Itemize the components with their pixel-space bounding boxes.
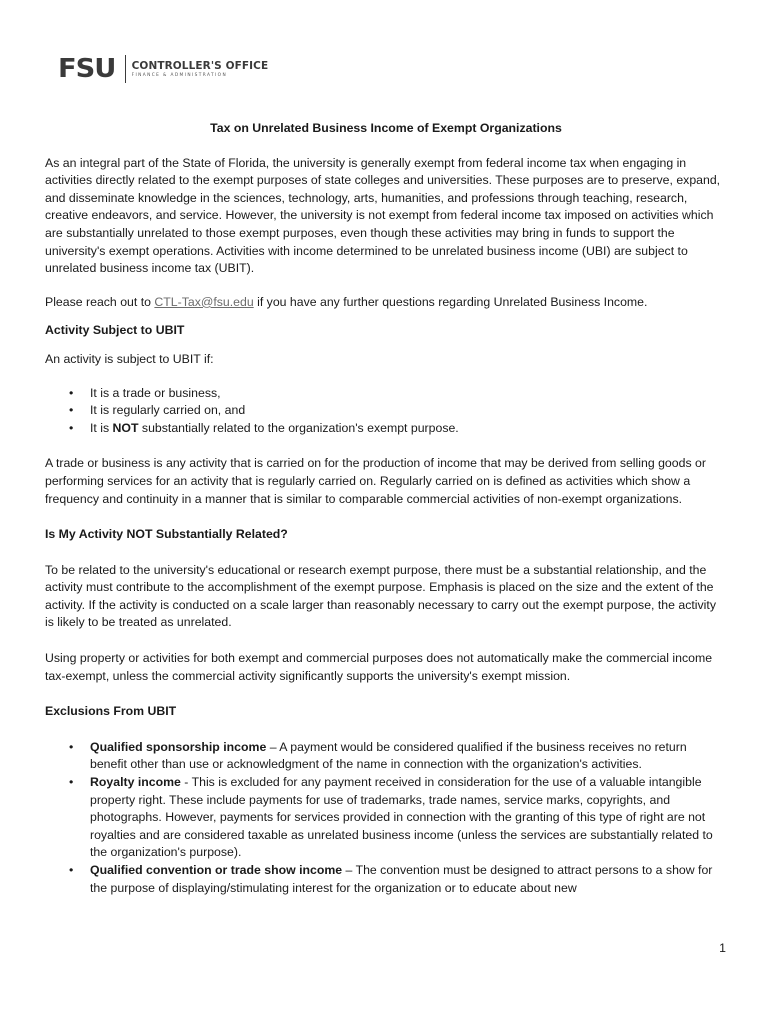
section-heading-substantially-related: Is My Activity NOT Substantially Related?	[45, 527, 288, 542]
intro-paragraph: As an integral part of the State of Florida, the university is generally exempt from federal income tax when engaging in activities directly related to the exempt purposes of state colleges and universities. These purposes are to preserve, expand, and disseminate knowledge in the sciences, technology, arts, humanities, and professions through teaching, research, creative endeavors, and service. However, the university is not exempt from federal income tax imposed on activities which are substantially unrelated to those exempt purposes, even though these activities may bring in funds to support the university's exempt operations. Activities with income determined to be unrelated business income (UBI) are subject to unrelated business income tax (UBIT).	[45, 155, 721, 276]
list-item	[45, 862, 727, 897]
fsu-logo	[58, 53, 268, 85]
list-item: • It is a trade or business,	[45, 385, 727, 403]
section-heading-activity-subject: Activity Subject to UBIT	[45, 323, 185, 338]
emphasis-not: NOT	[112, 420, 139, 435]
list-item-prefix: It is	[90, 420, 113, 435]
related-paragraph-2: Using property or activities for both exempt and commercial purposes does not automatically make the commercial income tax-exempt, unless the commercial activity significantly supports the university's exempt mission.	[45, 651, 713, 683]
related-paragraph-1: To be related to the university's educational or research exempt purpose, there must be a substantial relationship, and the activity must contribute to the accomplishment of the exempt purpose. Emphasis is placed on the size and the extent of the activity. If the activity is conducted on a scale larger than reasonably necessary to carry out the exempt purpose, the activity is likely to be treated as unrelated.	[45, 562, 716, 630]
document-body	[45, 120, 727, 897]
exclusion-text: – A payment would be considered qualified if the business receives no return benefit other than use or acknowledgment of the name in connection with the organization's activities.	[90, 739, 687, 772]
exclusion-term: Royalty income	[90, 775, 181, 790]
list-item	[45, 420, 727, 438]
exclusion-text: - This is excluded for any payment received in consideration for the use of a valuable intangible property right. These include payments for use of trademarks, trade names, service marks, copyrights, and photographs. However, payments for services provided in connection with the granting of this type of right are not royalties and are considered taxable as unrelated business income (unless the services are substantially related to the organization's purpose).	[90, 775, 713, 860]
list-item: • It is regularly carried on, and	[45, 402, 727, 420]
logo-mark: FSU	[58, 54, 116, 84]
contact-paragraph	[45, 294, 727, 312]
contact-suffix: if you have any further questions regarding Unrelated Business Income.	[253, 294, 648, 309]
logo-text	[132, 60, 269, 79]
exclusions-list	[45, 739, 727, 897]
ubit-criteria-list	[45, 385, 727, 438]
document-title: Tax on Unrelated Business Income of Exempt Organizations	[210, 121, 562, 135]
section-heading-exclusions: Exclusions From UBIT	[45, 704, 177, 719]
list-item	[45, 739, 727, 774]
list-item	[45, 774, 727, 862]
logo-title: CONTROLLER'S OFFICE	[131, 59, 269, 72]
page-number: 1	[719, 941, 726, 955]
logo-subtitle: FINANCE & ADMINISTRATION	[131, 72, 228, 78]
list-item-suffix: substantially related to the organization's exempt purpose.	[138, 420, 459, 435]
exclusion-text: – The convention must be designed to attract persons to a show for the purpose of displaying/stimulating interest for the organization or to educate about new	[90, 863, 713, 895]
section-lead: An activity is subject to UBIT if:	[45, 351, 214, 366]
exclusion-term: Qualified convention or trade show income	[90, 863, 343, 877]
logo-divider	[125, 55, 126, 83]
contact-email-link[interactable]: CTL-Tax@fsu.edu	[154, 294, 254, 309]
exclusion-term: Qualified sponsorship income	[90, 739, 267, 754]
contact-prefix: Please reach out to	[45, 294, 155, 309]
trade-business-paragraph: A trade or business is any activity that is carried on for the production of income that may be derived from selling goods or performing services for an activity that is regularly carried on. Regularly carried on is defined as activities which show a frequency and continuity in a manner that is similar to comparable commercial activities of non-exempt organizations.	[45, 456, 706, 506]
